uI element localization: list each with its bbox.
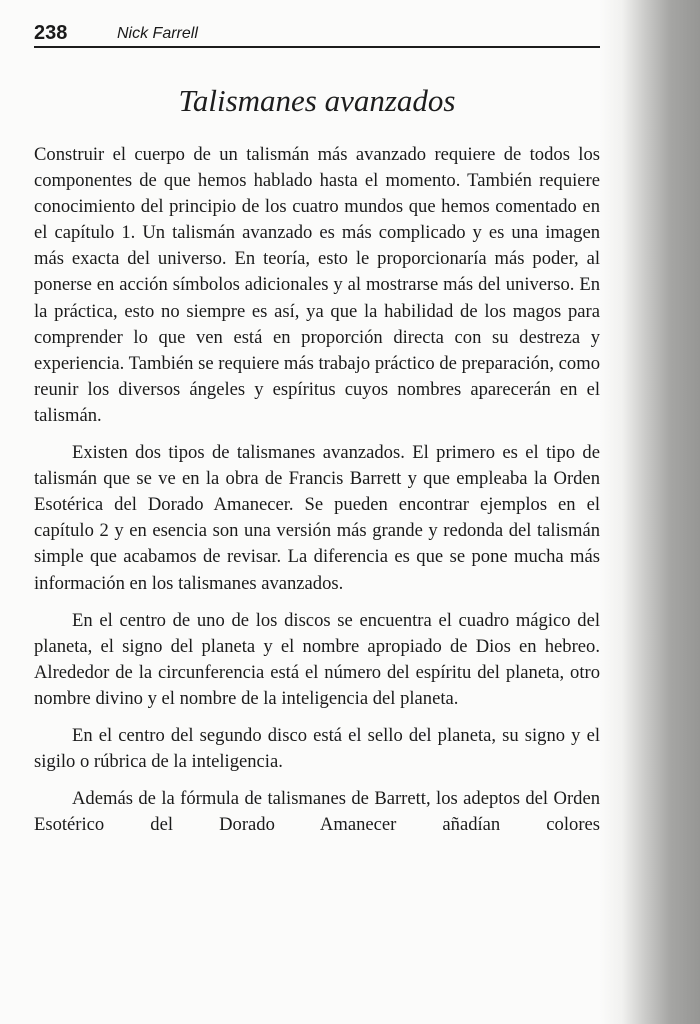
author-name: Nick Farrell [117,25,198,42]
paragraph-5: Además de la fórmula de talismanes de Barrett, los adeptos del Orden Esotérico del Dorado Amanecer añadían colores [34,788,600,836]
body-text [34,142,600,849]
page-gutter-shadow [600,0,700,1024]
paragraph-2: Existen dos tipos de talismanes avanzados. El primero es el tipo de talismán que se ve en la obra de Francis Barrett y que empleaba la Orden Esotérica del Dorado Amanecer. Se pueden encontrar ejemplos en el capítulo 2 y en esencia son una versión más grande y redonda del talismán simple que acabamos de revisar. La diferencia es que se pone mucha más información en los talismanes avanzados. [34,442,600,594]
paragraph-3: En el centro de uno de los discos se encuentra el cuadro mágico del planeta, el signo del planeta y el nombre apropiado de Dios en hebreo. Alrededor de la circunferencia está el número del espíritu del planeta, otro nombre divino y el nombre de la inteligencia del planeta. [34,609,600,709]
paragraph-4: En el centro del segundo disco está el sello del planeta, su signo y el sigilo o rúbrica de la inteligencia. [34,724,600,773]
page-number: 238 [34,22,68,44]
paragraph-1: Construir el cuerpo de un talismán más avanzado requiere de todos los componentes de que hemos hablado hasta el momento. También requiere conocimiento del principio de los cuatro mundos que hemos comentado en el capítulo 1. Un talismán avanzado es más complicado y es una imagen más exacta del universo. En teoría, esto le proporcionaría más poder, al ponerse en acción símbolos adicionales y al mostrarse más del universo. En la práctica, esto no siempre es así, ya que la habilidad de los magos para comprender lo que ven está en proporción directa con su destreza y experiencia. También se requiere más trabajo práctico de preparación, como reunir los diversos ángeles y espíritus cuyos nombres aparecerán en el talismán. [34,144,600,426]
section-title: Talismanes avanzados [178,83,456,118]
running-header [34,22,600,48]
